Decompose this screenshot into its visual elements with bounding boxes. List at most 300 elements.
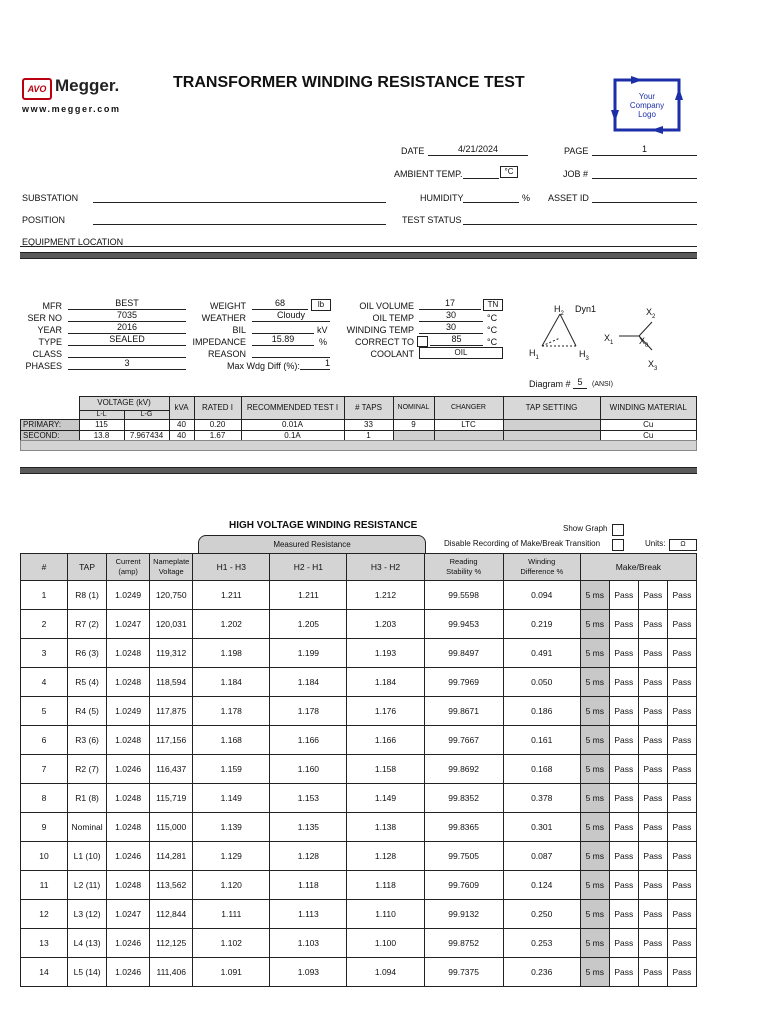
logo-line-1: Your <box>638 92 656 101</box>
correct-to-field[interactable]: 85 <box>430 334 483 346</box>
cell-pass-3[interactable]: Pass <box>667 726 696 755</box>
year-label: YEAR <box>37 325 62 335</box>
diagram-number[interactable]: 5 <box>573 376 587 389</box>
header-recommended-test-i: RECOMMENDED TEST I <box>241 397 344 420</box>
cell-pass-1[interactable]: Pass <box>609 929 638 958</box>
cell-winding-diff[interactable]: 0.168 <box>503 755 580 784</box>
cell-h3-h2[interactable]: 1.100 <box>347 929 424 958</box>
cell-make-time[interactable]: 5 ms <box>580 842 609 871</box>
label-h3: $H_3$ <box>579 349 589 362</box>
cell-make-time[interactable]: 5 ms <box>580 668 609 697</box>
cell-pass-1[interactable]: Pass <box>609 639 638 668</box>
cell-make-time[interactable]: 5 ms <box>580 581 609 610</box>
cell-winding-diff[interactable]: 0.124 <box>503 871 580 900</box>
table-row <box>21 668 697 697</box>
label-x3: $X_3$ <box>648 359 658 372</box>
divider <box>20 246 697 247</box>
class-field[interactable] <box>68 346 186 358</box>
cell-h2-h1[interactable]: 1.103 <box>270 929 347 958</box>
cell-h1-h3[interactable]: 1.159 <box>193 755 270 784</box>
cell-winding-diff[interactable]: 0.378 <box>503 784 580 813</box>
cell-taps[interactable]: 1 <box>344 431 393 442</box>
col-winding-line2: Difference % <box>520 567 564 576</box>
cell-pass-1[interactable]: Pass <box>609 581 638 610</box>
cell-make-time[interactable]: 5 ms <box>580 813 609 842</box>
header-changer: CHANGER <box>434 397 503 420</box>
cell-number: 14 <box>21 958 68 987</box>
ambient-temp-unit: °C <box>500 166 518 178</box>
cell-winding-diff[interactable]: 0.087 <box>503 842 580 871</box>
cell-h3-h2[interactable]: 1.158 <box>347 755 424 784</box>
cell-current[interactable]: 1.0248 <box>107 726 150 755</box>
label-x2: $X_2$ <box>646 307 656 320</box>
cell-h2-h1[interactable]: 1.128 <box>270 842 347 871</box>
cell-changer[interactable]: LTC <box>434 420 503 431</box>
cell-nameplate-voltage[interactable]: 116,437 <box>150 755 193 784</box>
cell-nameplate-voltage[interactable]: 117,156 <box>150 726 193 755</box>
cell-h1-h3[interactable]: 1.129 <box>193 842 270 871</box>
cell-h3-h2[interactable]: 1.138 <box>347 813 424 842</box>
units-label: Units: <box>645 539 666 548</box>
cell-tap-setting[interactable] <box>503 420 600 431</box>
humidity-unit: % <box>522 193 531 203</box>
weather-field[interactable]: Cloudy <box>252 310 330 322</box>
col-current <box>107 554 150 581</box>
cell-nameplate-voltage[interactable]: 115,000 <box>150 813 193 842</box>
cell-make-time[interactable]: 5 ms <box>580 871 609 900</box>
cell-stability[interactable]: 99.7375 <box>424 958 503 987</box>
cell-tap: L3 (12) <box>68 900 107 929</box>
position-field[interactable] <box>93 212 386 225</box>
mfr-field[interactable]: BEST <box>68 298 186 310</box>
cell-pass-2[interactable]: Pass <box>638 842 667 871</box>
col-stability-line2: Stability % <box>446 567 482 576</box>
cell-pass-1[interactable]: Pass <box>609 871 638 900</box>
cell-winding-diff[interactable]: 0.250 <box>503 900 580 929</box>
col-h1-h3: H1 - H3 <box>193 554 270 581</box>
label-h2: $H_2$ <box>554 304 564 317</box>
cell-number: 11 <box>21 871 68 900</box>
cell-stability[interactable]: 99.8692 <box>424 755 503 784</box>
cell-pass-2[interactable]: Pass <box>638 668 667 697</box>
table-row <box>21 929 697 958</box>
cell-rated[interactable]: 0.20 <box>194 420 241 431</box>
table-row <box>21 639 697 668</box>
cell-number: 2 <box>21 610 68 639</box>
cell-tap: R5 (4) <box>68 668 107 697</box>
col-current-line1: Current <box>115 557 141 566</box>
cell-pass-1[interactable]: Pass <box>609 668 638 697</box>
table-row <box>21 755 697 784</box>
col-nameplate <box>150 554 193 581</box>
cell-h2-h1[interactable]: 1.135 <box>270 813 347 842</box>
diagram-label: Diagram # <box>529 379 571 389</box>
oil-volume-field[interactable]: 17 <box>419 298 481 310</box>
cell-tap: R1 (8) <box>68 784 107 813</box>
cell-nameplate-voltage[interactable]: 112,844 <box>150 900 193 929</box>
substation-field[interactable] <box>93 190 386 203</box>
cell-winding-diff[interactable]: 0.301 <box>503 813 580 842</box>
position-label: POSITION <box>22 215 66 225</box>
cell-number: 5 <box>21 697 68 726</box>
cell-pass-3[interactable]: Pass <box>667 842 696 871</box>
header-kva: kVA <box>169 397 194 420</box>
cell-stability[interactable]: 99.8365 <box>424 813 503 842</box>
cell-pass-3[interactable]: Pass <box>667 639 696 668</box>
oil-temp-field[interactable]: 30 <box>419 310 483 322</box>
cell-make-time[interactable]: 5 ms <box>580 900 609 929</box>
voltage-header: VOLTAGE (kV) <box>79 397 169 411</box>
correct-to-label: CORRECT TO <box>354 337 414 347</box>
cell-h2-h1[interactable]: 1.166 <box>270 726 347 755</box>
cell-winding-diff[interactable]: 0.161 <box>503 726 580 755</box>
cell-tap: R7 (2) <box>68 610 107 639</box>
cell-rated[interactable]: 1.67 <box>194 431 241 442</box>
coolant-select[interactable]: OIL <box>419 347 503 359</box>
cell-tap: R2 (7) <box>68 755 107 784</box>
cell-pass-1[interactable]: Pass <box>609 842 638 871</box>
cell-pass-2[interactable]: Pass <box>638 610 667 639</box>
cell-h1-h3[interactable]: 1.149 <box>193 784 270 813</box>
cell-ll[interactable]: 115 <box>79 420 124 431</box>
cell-lg[interactable]: 7.967434 <box>124 431 169 442</box>
cell-h2-h1[interactable]: 1.093 <box>270 958 347 987</box>
cell-pass-2[interactable]: Pass <box>638 697 667 726</box>
cell-taps[interactable]: 33 <box>344 420 393 431</box>
substation-label: SUBSTATION <box>22 193 79 203</box>
col-make-break: Make/Break <box>580 554 696 581</box>
disable-recording-label: Disable Recording of Make/Break Transition <box>444 539 601 548</box>
cell-pass-2[interactable]: Pass <box>638 813 667 842</box>
cell-nameplate-voltage[interactable]: 120,031 <box>150 610 193 639</box>
cell-tap: L5 (14) <box>68 958 107 987</box>
reason-label: REASON <box>207 349 246 359</box>
cell-current[interactable]: 1.0246 <box>107 842 150 871</box>
weight-label: WEIGHT <box>210 301 246 311</box>
header-lg: L-G <box>124 410 169 419</box>
cell-stability[interactable]: 99.7969 <box>424 668 503 697</box>
cell-make-time[interactable]: 5 ms <box>580 639 609 668</box>
reason-field[interactable] <box>252 346 330 358</box>
table-row <box>21 784 697 813</box>
winding-temp-field[interactable]: 30 <box>419 322 483 334</box>
cell-stability[interactable]: 99.8671 <box>424 697 503 726</box>
humidity-field[interactable] <box>463 190 519 203</box>
max-wdg-field[interactable]: 1 <box>300 358 330 370</box>
cell-nameplate-voltage[interactable]: 114,281 <box>150 842 193 871</box>
cell-h1-h3[interactable]: 1.091 <box>193 958 270 987</box>
cell-current[interactable]: 1.0248 <box>107 668 150 697</box>
test-status-label: TEST STATUS <box>402 215 462 225</box>
cell-number: 3 <box>21 639 68 668</box>
test-status-field[interactable] <box>463 212 697 225</box>
section-bar-top <box>20 252 697 259</box>
cell-pass-1[interactable]: Pass <box>609 900 638 929</box>
cell-h3-h2[interactable]: 1.184 <box>347 668 424 697</box>
section-bar-middle <box>20 467 697 474</box>
megger-website: www.megger.com <box>22 104 121 114</box>
cell-pass-1[interactable]: Pass <box>609 610 638 639</box>
cell-number: 7 <box>21 755 68 784</box>
cell-number: 13 <box>21 929 68 958</box>
cell-pass-1[interactable]: Pass <box>609 958 638 987</box>
col-nameplate-line2: Voltage <box>158 567 184 576</box>
cell-winding-diff[interactable]: 0.253 <box>503 929 580 958</box>
cell-nameplate-voltage[interactable]: 117,875 <box>150 697 193 726</box>
cell-current[interactable]: 1.0248 <box>107 871 150 900</box>
disable-recording-checkbox[interactable] <box>612 539 624 551</box>
cell-h1-h3[interactable]: 1.102 <box>193 929 270 958</box>
cell-current[interactable]: 1.0246 <box>107 929 150 958</box>
cell-stability[interactable]: 99.8497 <box>424 639 503 668</box>
type-label: TYPE <box>38 337 62 347</box>
cell-recommended[interactable]: 0.1A <box>241 431 344 442</box>
megger-brand: Megger. <box>55 76 120 95</box>
page-field[interactable]: 1 <box>592 143 697 156</box>
cell-pass-3[interactable]: Pass <box>667 813 696 842</box>
cell-stability[interactable]: 99.7505 <box>424 842 503 871</box>
cell-tap: R8 (1) <box>68 581 107 610</box>
cell-h1-h3[interactable]: 1.202 <box>193 610 270 639</box>
cell-h2-h1[interactable]: 1.118 <box>270 871 347 900</box>
cell-current[interactable]: 1.0249 <box>107 697 150 726</box>
cell-lg[interactable] <box>124 420 169 431</box>
cell-ll[interactable]: 13.8 <box>79 431 124 442</box>
cell-tap: L2 (11) <box>68 871 107 900</box>
cell-h2-h1[interactable]: 1.205 <box>270 610 347 639</box>
header-rated-i: RATED I <box>194 397 241 420</box>
cell-stability[interactable]: 99.8352 <box>424 784 503 813</box>
cell-pass-1[interactable]: Pass <box>609 755 638 784</box>
cell-nameplate-voltage[interactable]: 115,719 <box>150 784 193 813</box>
cell-pass-2[interactable]: Pass <box>638 639 667 668</box>
cell-pass-3[interactable]: Pass <box>667 929 696 958</box>
cell-kva[interactable]: 40 <box>169 420 194 431</box>
cell-h1-h3[interactable]: 1.111 <box>193 900 270 929</box>
cell-h2-h1[interactable]: 1.178 <box>270 697 347 726</box>
header-nominal: NOMINAL <box>393 397 434 420</box>
col-number: # <box>21 554 68 581</box>
cell-stability[interactable]: 99.8752 <box>424 929 503 958</box>
cell-pass-1[interactable]: Pass <box>609 726 638 755</box>
asset-id-field[interactable] <box>592 190 697 203</box>
col-winding-line1: Winding <box>528 557 556 566</box>
cell-stability[interactable]: 99.9132 <box>424 900 503 929</box>
phases-field[interactable]: 3 <box>68 358 186 370</box>
cell-winding-diff[interactable]: 0.491 <box>503 639 580 668</box>
cell-make-time[interactable]: 5 ms <box>580 726 609 755</box>
cell-h2-h1[interactable]: 1.211 <box>270 581 347 610</box>
cell-material[interactable]: Cu <box>600 420 697 431</box>
cell-current[interactable]: 1.0246 <box>107 755 150 784</box>
cell-h1-h3[interactable]: 1.198 <box>193 639 270 668</box>
cell-pass-3[interactable]: Pass <box>667 610 696 639</box>
ser-no-field[interactable]: 7035 <box>68 310 186 322</box>
col-h3-h2: H3 - H2 <box>347 554 424 581</box>
cell-nominal[interactable]: 9 <box>393 420 434 431</box>
primary-row <box>21 420 697 431</box>
cell-nameplate-voltage[interactable]: 113,562 <box>150 871 193 900</box>
mfr-label: MFR <box>42 301 62 311</box>
measured-resistance-header: Measured Resistance <box>198 535 426 553</box>
job-label: JOB # <box>563 169 589 179</box>
class-label: CLASS <box>32 349 62 359</box>
cell-h2-h1[interactable]: 1.199 <box>270 639 347 668</box>
table-row <box>21 610 697 639</box>
cell-make-time[interactable]: 5 ms <box>580 755 609 784</box>
cell-tap: Nominal <box>68 813 107 842</box>
cell-nameplate-voltage[interactable]: 120,750 <box>150 581 193 610</box>
cell-current[interactable]: 1.0247 <box>107 610 150 639</box>
asset-id-label: ASSET ID <box>548 193 589 203</box>
cell-winding-diff[interactable]: 0.050 <box>503 668 580 697</box>
show-graph-label: Show Graph <box>563 524 608 533</box>
cell-h2-h1[interactable]: 1.184 <box>270 668 347 697</box>
cell-winding-diff[interactable]: 0.236 <box>503 958 580 987</box>
cell-nameplate-voltage[interactable]: 118,594 <box>150 668 193 697</box>
cell-pass-2[interactable]: Pass <box>638 755 667 784</box>
cell-number: 6 <box>21 726 68 755</box>
cell-current[interactable]: 1.0247 <box>107 900 150 929</box>
cell-tap: R6 (3) <box>68 639 107 668</box>
cell-pass-3[interactable]: Pass <box>667 958 696 987</box>
cell-recommended[interactable]: 0.01A <box>241 420 344 431</box>
cell-stability[interactable]: 99.5598 <box>424 581 503 610</box>
cell-make-time[interactable]: 5 ms <box>580 697 609 726</box>
date-field[interactable]: 4/21/2024 <box>428 143 528 156</box>
correct-to-checkbox[interactable] <box>417 336 428 347</box>
cell-pass-3[interactable]: Pass <box>667 900 696 929</box>
row-label: PRIMARY: <box>21 420 80 431</box>
weight-field[interactable]: 68 <box>252 298 308 310</box>
logo-line-2: Company <box>629 101 665 110</box>
cell-make-time[interactable]: 5 ms <box>580 929 609 958</box>
cell-h3-h2[interactable]: 1.118 <box>347 871 424 900</box>
table-row <box>21 697 697 726</box>
cell-nameplate-voltage[interactable]: 111,406 <box>150 958 193 987</box>
correct-to-unit: °C <box>487 337 498 347</box>
cell-pass-1[interactable]: Pass <box>609 813 638 842</box>
ambient-temp-field[interactable] <box>463 166 499 179</box>
cell-pass-2[interactable]: Pass <box>638 929 667 958</box>
cell-h1-h3[interactable]: 1.184 <box>193 668 270 697</box>
cell-stability[interactable]: 99.7667 <box>424 726 503 755</box>
cell-pass-2[interactable]: Pass <box>638 784 667 813</box>
cell-kva[interactable]: 40 <box>169 431 194 442</box>
date-label: DATE <box>401 146 425 156</box>
cell-current[interactable]: 1.0248 <box>107 784 150 813</box>
hv-resistance-table <box>20 553 697 987</box>
page-title: TRANSFORMER WINDING RESISTANCE TEST <box>173 74 525 91</box>
cell-pass-3[interactable]: Pass <box>667 755 696 784</box>
table-row <box>21 900 697 929</box>
cell-make-time[interactable]: 5 ms <box>580 610 609 639</box>
cell-tap: L1 (10) <box>68 842 107 871</box>
cell-pass-2[interactable]: Pass <box>638 958 667 987</box>
cell-pass-1[interactable]: Pass <box>609 784 638 813</box>
cell-h3-h2[interactable]: 1.212 <box>347 581 424 610</box>
cell-pass-3[interactable]: Pass <box>667 871 696 900</box>
cell-h3-h2[interactable]: 1.110 <box>347 900 424 929</box>
cell-pass-3[interactable]: Pass <box>667 581 696 610</box>
cell-stability[interactable]: 99.7609 <box>424 871 503 900</box>
impedance-unit: % <box>319 337 328 347</box>
bil-unit: kV <box>317 325 328 335</box>
cell-h1-h3[interactable]: 1.211 <box>193 581 270 610</box>
cell-material[interactable]: Cu <box>600 431 697 442</box>
label-x0: $X_0$ <box>639 336 649 349</box>
header-taps: # TAPS <box>344 397 393 420</box>
cell-stability[interactable]: 99.9453 <box>424 610 503 639</box>
job-field[interactable] <box>592 166 697 179</box>
col-tap: TAP <box>68 554 107 581</box>
cell-h2-h1[interactable]: 1.153 <box>270 784 347 813</box>
cell-pass-2[interactable]: Pass <box>638 581 667 610</box>
cell-current[interactable]: 1.0249 <box>107 581 150 610</box>
cell-h2-h1[interactable]: 1.160 <box>270 755 347 784</box>
cell-pass-2[interactable]: Pass <box>638 900 667 929</box>
cell-pass-1[interactable]: Pass <box>609 697 638 726</box>
type-field[interactable]: SEALED <box>68 334 186 346</box>
cell-pass-3[interactable]: Pass <box>667 668 696 697</box>
cell-number: 8 <box>21 784 68 813</box>
cell-current[interactable]: 1.0246 <box>107 958 150 987</box>
cell-h3-h2[interactable]: 1.203 <box>347 610 424 639</box>
cell-current[interactable]: 1.0248 <box>107 813 150 842</box>
cell-winding-diff[interactable]: 0.219 <box>503 610 580 639</box>
cell-h3-h2[interactable]: 1.094 <box>347 958 424 987</box>
cell-h1-h3[interactable]: 1.139 <box>193 813 270 842</box>
cell-h3-h2[interactable]: 1.176 <box>347 697 424 726</box>
cell-pass-2[interactable]: Pass <box>638 871 667 900</box>
cell-current[interactable]: 1.0248 <box>107 639 150 668</box>
cell-h1-h3[interactable]: 1.168 <box>193 726 270 755</box>
cell-number: 12 <box>21 900 68 929</box>
cell-h3-h2[interactable]: 1.193 <box>347 639 424 668</box>
cell-h3-h2[interactable]: 1.166 <box>347 726 424 755</box>
impedance-label: IMPEDANCE <box>192 337 246 347</box>
diagram-standard: (ANSI) <box>592 381 613 388</box>
weight-unit: lb <box>311 299 331 311</box>
cell-winding-diff[interactable]: 0.186 <box>503 697 580 726</box>
cell-make-time[interactable]: 5 ms <box>580 784 609 813</box>
label-h1: $H_1$ <box>529 348 539 361</box>
cell-pass-2[interactable]: Pass <box>638 726 667 755</box>
cell-h2-h1[interactable]: 1.113 <box>270 900 347 929</box>
spec-table-footer <box>20 440 697 451</box>
megger-logo <box>22 76 162 116</box>
cell-pass-3[interactable]: Pass <box>667 697 696 726</box>
cell-make-time[interactable]: 5 ms <box>580 958 609 987</box>
cell-h1-h3[interactable]: 1.178 <box>193 697 270 726</box>
impedance-field[interactable]: 15.89 <box>252 334 314 346</box>
coolant-label: COOLANT <box>370 349 414 359</box>
cell-h3-h2[interactable]: 1.149 <box>347 784 424 813</box>
cell-pass-3[interactable]: Pass <box>667 784 696 813</box>
cell-nameplate-voltage[interactable]: 119,312 <box>150 639 193 668</box>
bil-field[interactable] <box>252 322 314 334</box>
cell-nameplate-voltage[interactable]: 112,125 <box>150 929 193 958</box>
cell-winding-diff[interactable]: 0.094 <box>503 581 580 610</box>
cell-h1-h3[interactable]: 1.120 <box>193 871 270 900</box>
oil-volume-label: OIL VOLUME <box>359 301 414 311</box>
cell-h3-h2[interactable]: 1.128 <box>347 842 424 871</box>
show-graph-checkbox[interactable] <box>612 524 624 536</box>
label-x1: $X_1$ <box>604 333 614 346</box>
year-field[interactable]: 2016 <box>68 322 186 334</box>
units-select[interactable]: Ω <box>669 539 697 551</box>
col-nameplate-line1: Nameplate <box>153 557 190 566</box>
